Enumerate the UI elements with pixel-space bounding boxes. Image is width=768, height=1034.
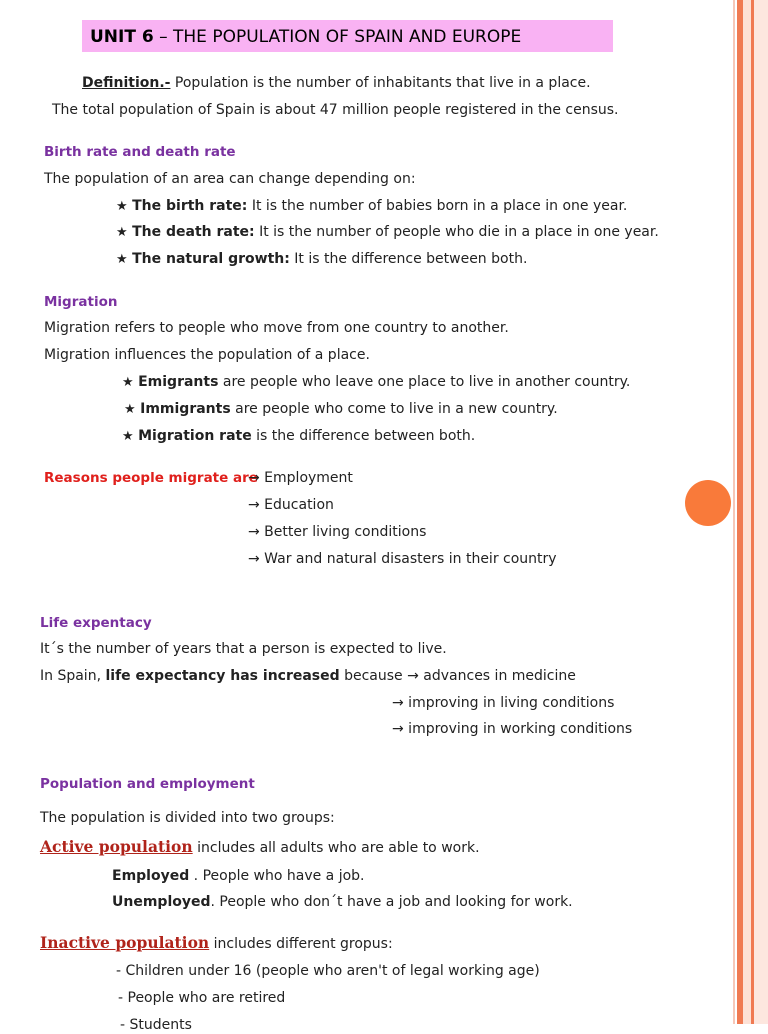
reason-item: → Education [248,497,334,513]
list-item [122,373,630,392]
life-line-2 [40,667,576,685]
border-stripe [754,0,768,1024]
definition-label: Definition.- [82,75,171,91]
border-stripe [743,0,751,1024]
employed-term: Employed [112,868,190,884]
employment-intro: The population is divided into two groups: [40,810,335,826]
unemployed-text: . People who don´t have a job and looking for work. [210,894,573,910]
list-term: The death rate: [132,224,255,240]
star-icon: ★ [122,375,134,390]
star-icon: ★ [116,199,128,214]
life-item: → improving in living conditions [392,695,615,711]
reasons-label: Reasons people migrate are [44,470,258,486]
star-icon: ★ [116,252,128,267]
definition-text: Population is the number of inhabitants that live in a place. [170,75,591,91]
inactive-item: - Children under 16 (people who aren't of legal working age) [116,963,540,979]
section-heading-migration: Migration [44,294,118,310]
list-term: Emigrants [138,374,219,390]
definition-line-2: The total population of Spain is about 47 million people registered in the census. [52,102,619,118]
reason-item: → War and natural disasters in their country [248,551,557,567]
star-icon: ★ [116,225,128,240]
section-heading-life: Life expentacy [40,615,152,631]
list-text: It is the number of babies born in a place in one year. [247,198,628,214]
list-term: The birth rate: [132,198,248,214]
inactive-population-term: Inactive population [40,933,210,952]
life-line-2-pre: In Spain, [40,668,106,684]
migration-line-2: Migration influences the population of a place. [44,347,370,363]
list-text: It is the difference between both. [289,251,528,267]
inactive-population-line [40,933,393,954]
definition-line [82,74,591,92]
inactive-item: - People who are retired [118,990,286,1006]
list-term: Migration rate [138,428,252,444]
reason-item: → Better living conditions [248,524,427,540]
list-text: are people who come to live in a new country. [230,401,558,417]
active-population-line [40,837,480,858]
unemployed-term: Unemployed [112,894,211,910]
unit-number: UNIT 6 [90,27,154,47]
employed-text: . People who have a job. [189,868,365,884]
page-title [90,26,521,48]
list-item [122,427,475,446]
section-heading-birth: Birth rate and death rate [44,144,236,160]
list-term: Immigrants [140,401,231,417]
title-text: THE POPULATION OF SPAIN AND EUROPE [173,27,522,47]
star-icon: ★ [122,429,134,444]
life-line-2-bold: life expectancy has increased [105,668,340,684]
list-item [116,197,627,216]
employed-line [112,867,365,885]
reason-item: → Employment [248,470,353,486]
list-text: are people who leave one place to live in another country. [218,374,631,390]
inactive-population-text: includes different gropus: [209,936,393,952]
list-item [116,223,659,242]
list-item [124,400,558,419]
list-item [116,250,527,269]
border-stripe [733,0,735,1024]
active-population-text: includes all adults who are able to work. [192,840,480,856]
unemployed-line [112,893,573,911]
inactive-item: - Students [120,1017,192,1033]
list-text: is the difference between both. [251,428,476,444]
section-heading-employment: Population and employment [40,776,255,792]
life-line-1: It´s the number of years that a person is expected to live. [40,641,447,657]
migration-line-1: Migration refers to people who move from one country to another. [44,320,509,336]
list-term: The natural growth: [132,251,290,267]
life-line-2-post: because → advances in medicine [339,668,576,684]
star-icon: ★ [124,402,136,417]
title-dash: – [153,27,174,47]
active-population-term: Active population [40,837,193,856]
life-item: → improving in working conditions [392,721,633,737]
list-text: It is the number of people who die in a place in one year. [254,224,659,240]
birth-intro: The population of an area can change depending on: [44,171,416,187]
